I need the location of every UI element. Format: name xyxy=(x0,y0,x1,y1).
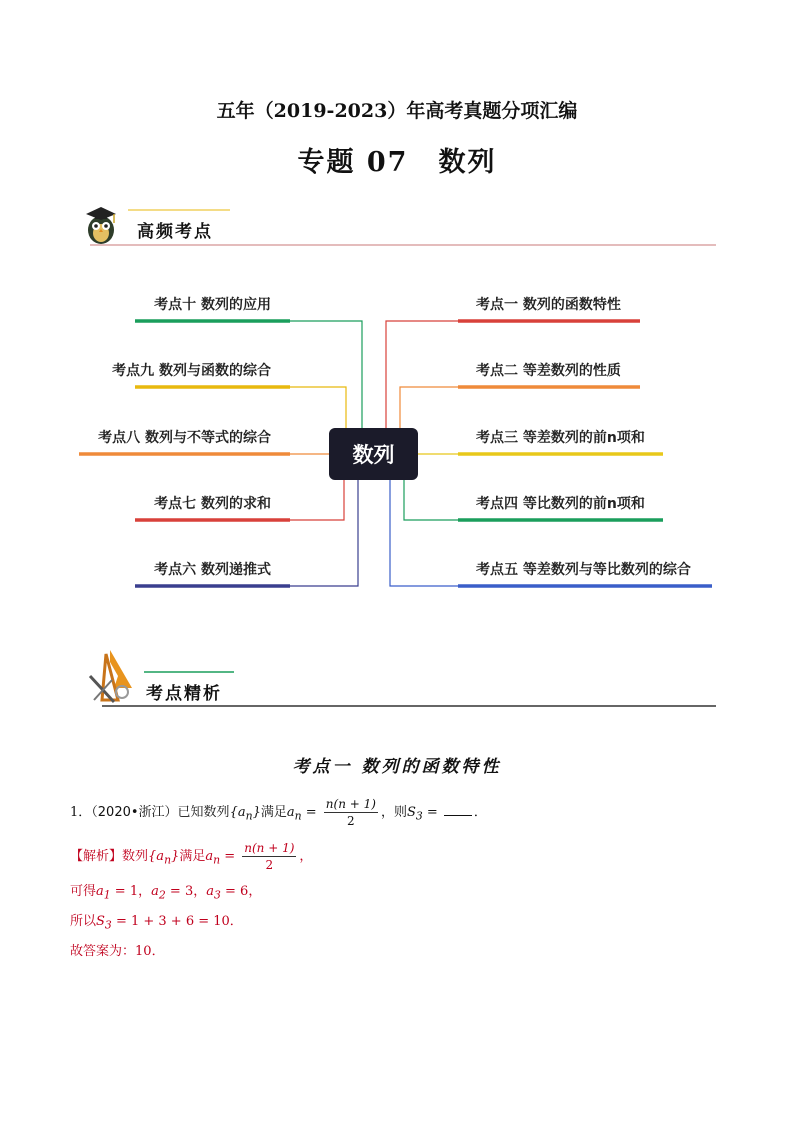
answer-blank xyxy=(444,803,472,816)
fraction: $\frac{n(n + 1)}{2}$ xyxy=(244,841,295,872)
mindmap-left-topic: 考点七 数列的求和 xyxy=(154,496,271,512)
mindmap-right-topic: 考点五 等差数列与等比数列的综合 xyxy=(476,562,691,578)
mindmap-right-topic: 考点一 数列的函数特性 xyxy=(476,297,621,313)
solution-tag: 【解析】 xyxy=(70,849,123,864)
mindmap-left-topic: 考点八 数列与不等式的综合 xyxy=(98,430,271,446)
mindmap-right-connector xyxy=(390,480,458,586)
mindmap-left-connector xyxy=(290,480,358,586)
problem-statement: 1．（2020•浙江）已知数列$\{a_n\}$满足$a_n$ = $\frac{n(n + 1)}{2}$ ，则$S_3$ = ． xyxy=(70,797,487,828)
mindmap-left-topic: 考点六 数列递推式 xyxy=(154,562,271,578)
document-title: 五年（2019-2023）年高考真题分项汇编 xyxy=(216,100,578,122)
mindmap-right-topic: 考点三 等差数列的前n项和 xyxy=(476,430,645,446)
topic-number: 专题 07 xyxy=(297,147,409,178)
kaodian-one-title: 考点一 数列的函数特性 xyxy=(292,757,502,777)
mindmap-center-node: 数列 xyxy=(329,428,418,480)
mindmap-right-topic: 考点四 等比数列的前n项和 xyxy=(476,496,645,512)
topic-name: 数列 xyxy=(438,147,497,178)
mindmap-left-connector xyxy=(290,321,362,428)
solution-line-2: 可得$a_1 = 1$，$a_2 = 3$，$a_3 = 6$， xyxy=(70,884,262,902)
mindmap-right-topic: 考点二 等差数列的性质 xyxy=(476,363,621,379)
solution-line-3: 所以$S_3 = 1 + 3 + 6 = 10$． xyxy=(70,914,243,932)
mindmap-left-topic: 考点十 数列的应用 xyxy=(154,297,271,313)
fraction: $\frac{n(n + 1)}{2}$ xyxy=(325,797,376,828)
solution-line-4: 故答案为：10． xyxy=(70,944,165,959)
mindmap-left-topic: 考点九 数列与函数的综合 xyxy=(112,363,271,379)
section-label-high-frequency: 高频考点 xyxy=(137,222,213,242)
mindmap-right-connector xyxy=(386,321,458,428)
solution-line-1: 【解析】数列$\{a_n\}$满足$a_n$ = $\frac{n(n + 1)}{2}$ ， xyxy=(70,841,313,872)
ruler-compass-icon xyxy=(90,650,132,702)
section-label-analysis: 考点精析 xyxy=(146,684,222,704)
